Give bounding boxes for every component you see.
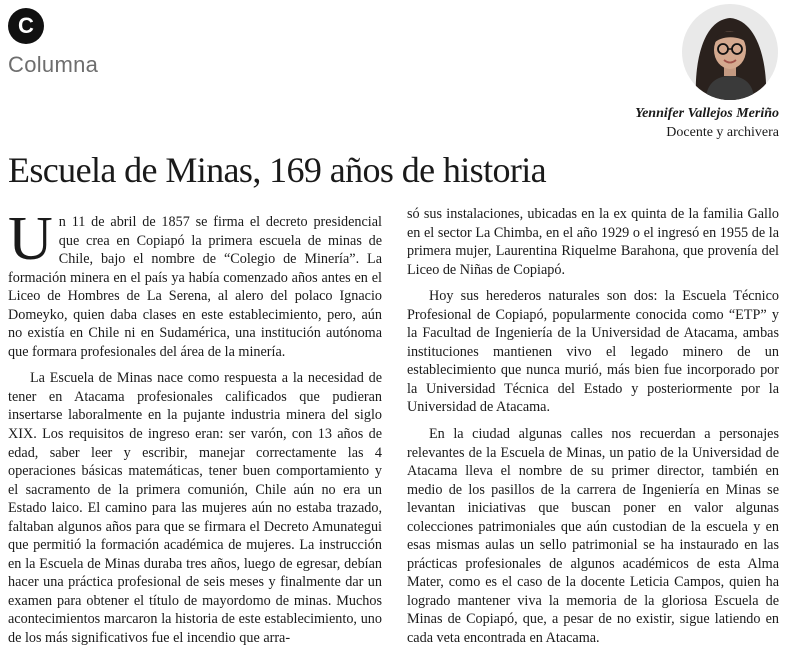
article-paragraph-2: La Escuela de Minas nace como respuesta a la necesidad de tener en Atacama profesionales calificados que pudieran insertarse laboralmente en la pujante industria minera del siglo XIX. Los requisitos de ingreso eran: ser varón, con 13 años de edad, saber leer y escribir, manejar correctamente las 4 operaciones básicas matemáticas, tener buen comportamiento y el sacramento de la primera comunión, Chile aún no era un Estado laico. El camino para las mujeres aún no estaba trazado, faltaban algunos años para que se firmara el Decreto Amunategui que permitió la formación académica de mujeres. La instrucción en la Escuela de Minas duraba tres años, luego de egresar, debían hacer una práctica profesional de seis meses y finalmente dar un examen para obtener el título de mayordomo de minas. Muchos acontecimientos marcaron la historia de este establecimiento, uno de los más significativos fue el incendio que arra- — [8, 370, 382, 647]
section-label: Columna — [8, 52, 99, 77]
column-badge-letter: C — [18, 13, 34, 38]
drop-cap: U — [8, 205, 53, 273]
article-paragraph-4: En la ciudad algunas calles nos recuerdan a personajes relevantes de la Escuela de Minas, un patio de la Universidad de Atacama lleva el nombre de su primer director, también en medio de los pasillos de la carrera de Ingeniería en Minas se levantan iniciativas que buscan poner en valor algunas colecciones patrimoniales que aún custodian de la escuela y en esas mismas aulas un sello patrimonial se ha instaurado en las prácticas profesionales de algunos académicos de esta Alma Mater, como es el caso de la docente Leticia Campos, quien ha logrado mantener viva la memoria de la gloriosa Escuela de Minas de Copiapó, que, a pesar de no existir, sigue latiendo en cada veta encontrada en Atacama. — [407, 426, 779, 647]
author-byline — [635, 104, 779, 142]
author-role: Docente y archivera — [666, 125, 779, 140]
author-avatar — [682, 4, 778, 100]
column-badge — [8, 8, 44, 44]
article-paragraph-1 — [8, 205, 382, 361]
article-column-left — [8, 205, 382, 648]
article-paragraph-2-continued: só sus instalaciones, ubicadas en la ex quinta de la familia Gallo en el sector La Chimba, en el año 1929 o el ingresó en 1955 de la primera mujer, Laurentina Riquelme Barahona, que provenía del Liceo de Niñas de Copiapó. — [407, 206, 779, 278]
article-paragraph-1-text: n 11 de abril de 1857 se firma el decreto presidencial que crea en Copiapó la primera escuela de minas de Chile, bajo el nombre de “Colegio de Minería”. La formación minera en el país ya había comenzado años antes en el Liceo de Hombres de La Serena, al alero del polaco Ignacio Domeyko, quien daba clases en este establecimiento, pero, aún no existía en Chile ni en Sudamérica, una institución autónoma que formara profesionales del área de la minería. — [8, 214, 382, 360]
article-paragraph-3: Hoy sus herederos naturales son dos: la Escuela Técnico Profesional de Copiapó, popularmente conocida como “ETP” y la Facultad de Ingeniería de la Universidad de Atacama, ambas instituciones mantienen vivo el legado minero de un establecimiento que nunca murió, más bien fue incorporado por la Universidad Técnica del Estado y posteriormente por la Universidad de Atacama. — [407, 288, 779, 416]
author-name: Yennifer Vallejos Meriño — [635, 106, 779, 121]
article-headline: Escuela de Minas, 169 años de historia — [8, 150, 547, 190]
article-column-right — [407, 205, 779, 648]
